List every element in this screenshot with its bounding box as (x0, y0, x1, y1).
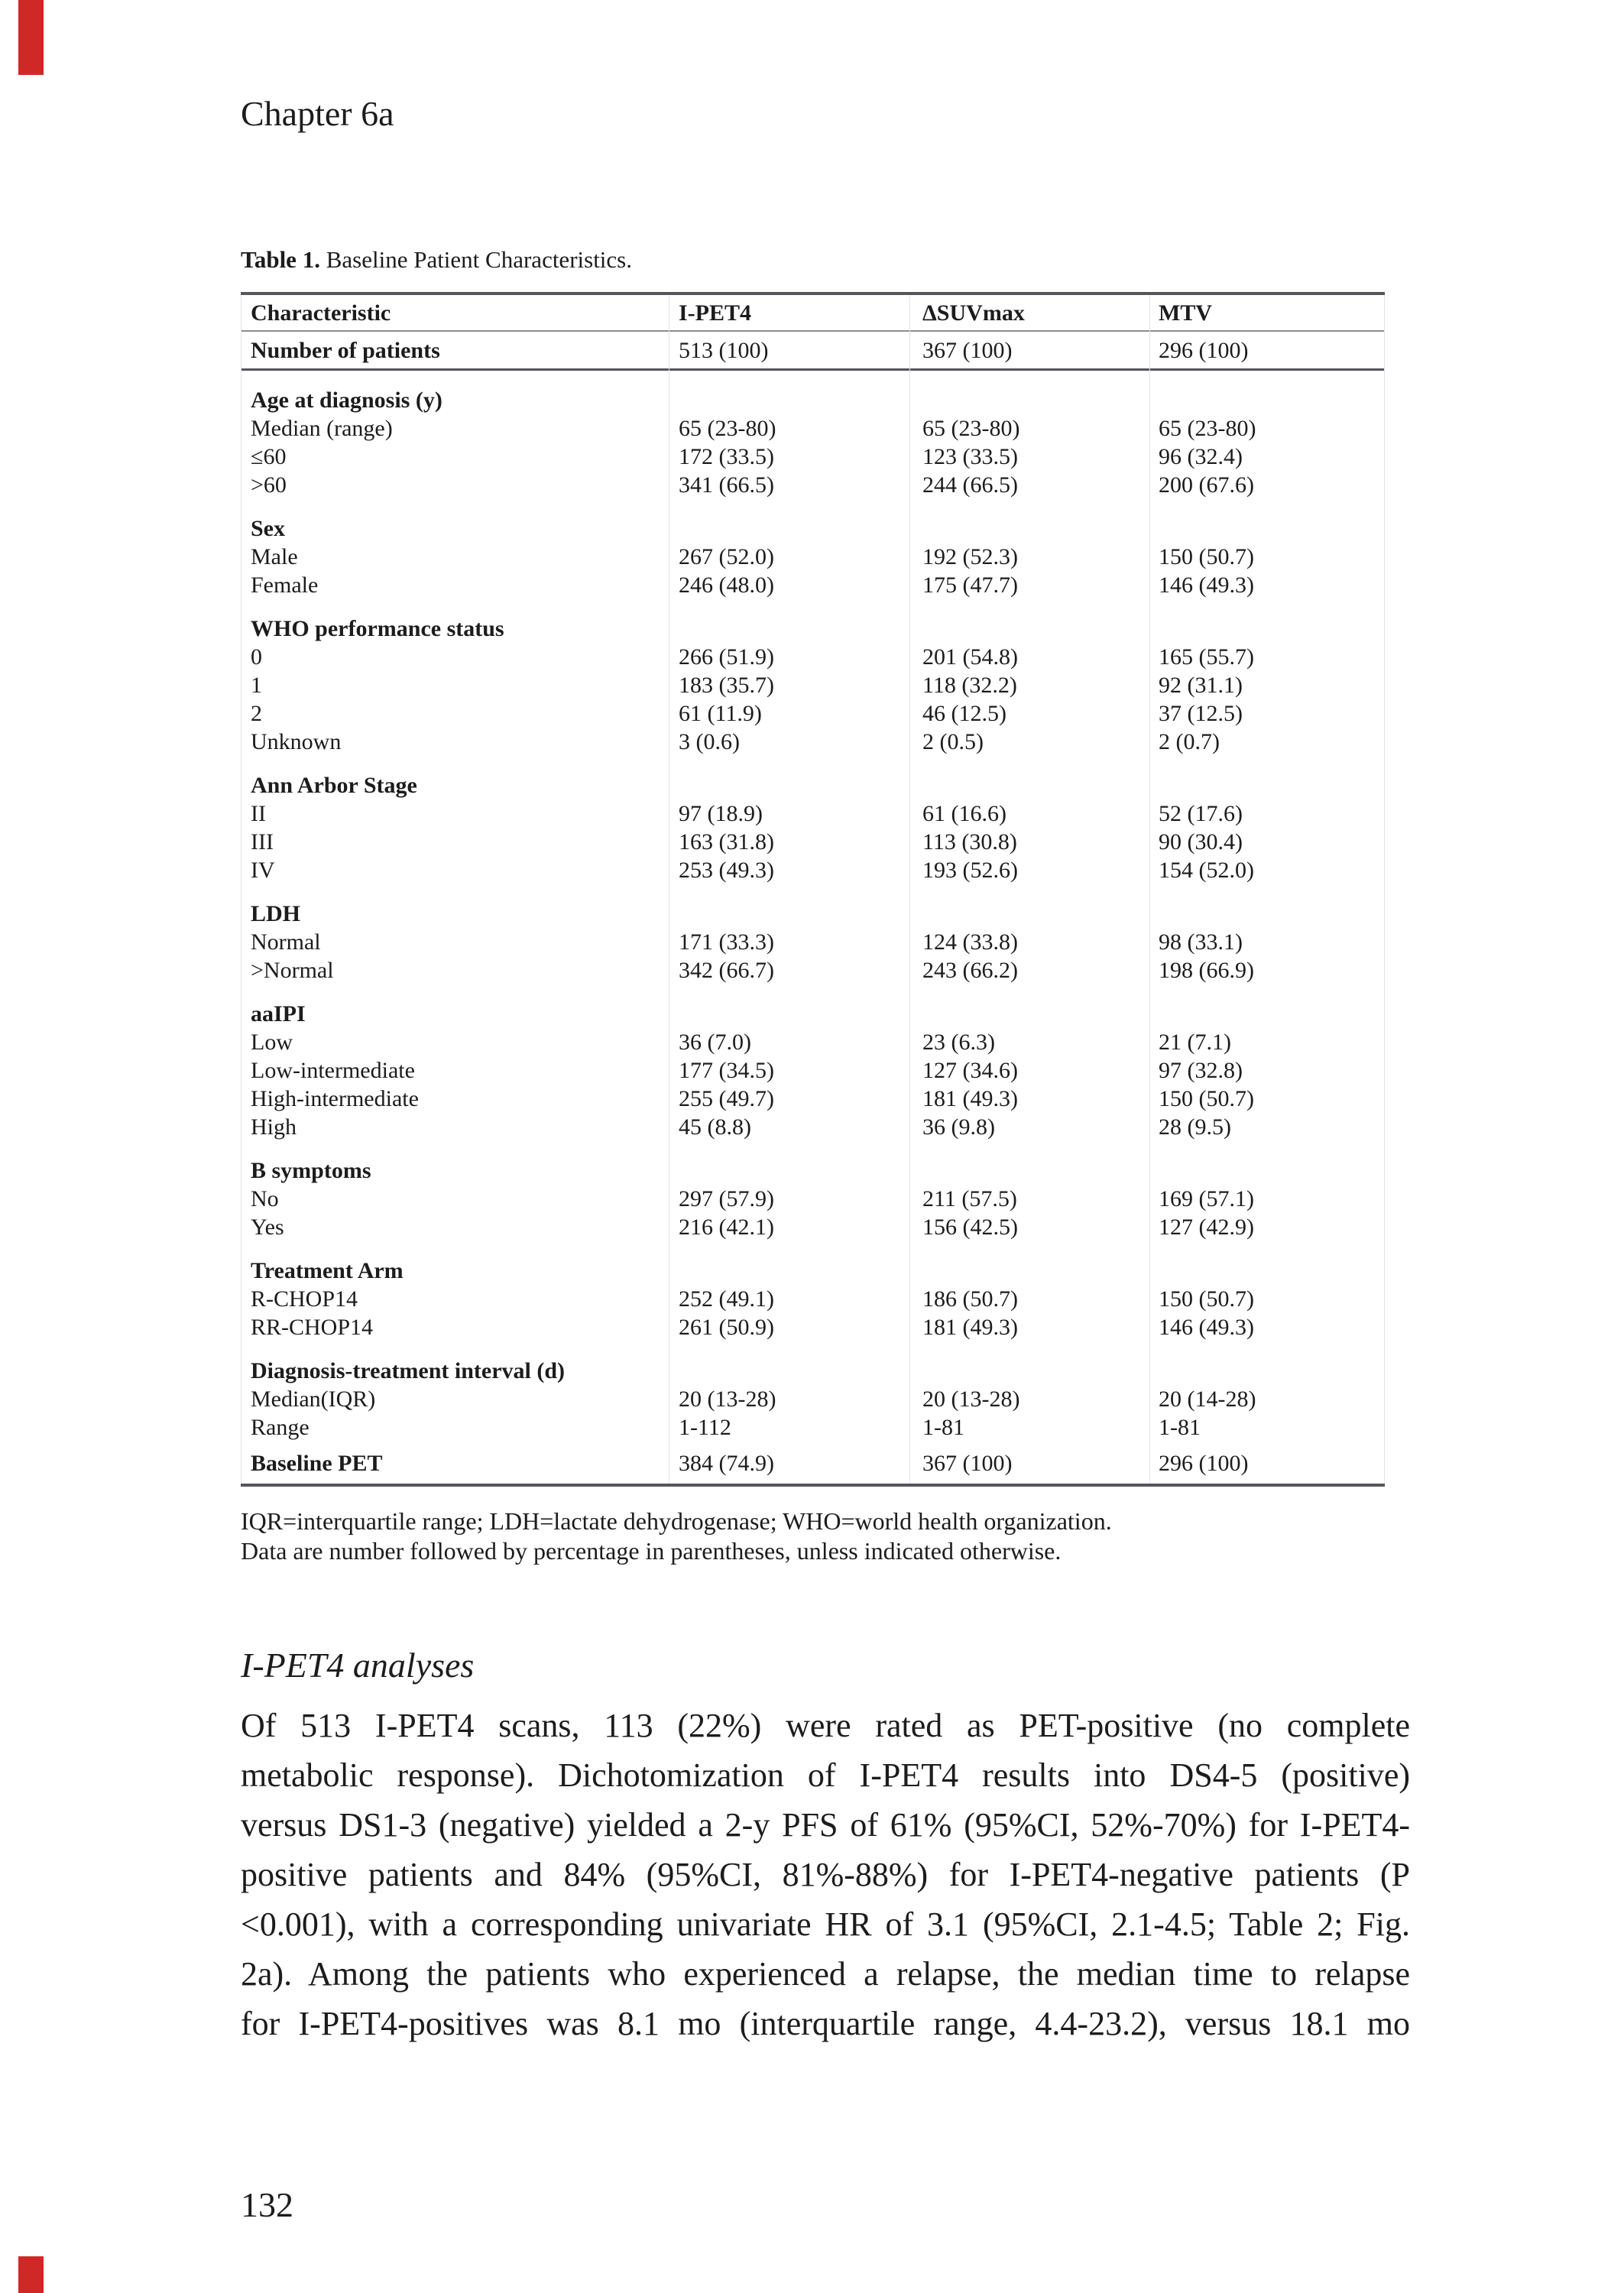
column-separator (909, 295, 910, 1484)
row-value: 65 (23-80) (1159, 416, 1256, 441)
row-value: 198 (66.9) (1159, 958, 1254, 983)
row-label: III (251, 829, 274, 855)
table-row (241, 1413, 1385, 1442)
row-value: 200 (67.6) (1159, 472, 1254, 498)
table-caption-number: Table 1. (241, 246, 320, 273)
row-value (1149, 615, 1385, 643)
row-label: Ann Arbor Stage (251, 773, 417, 798)
table-header-row (241, 295, 1385, 332)
row-label: >60 (251, 472, 287, 498)
table-row (241, 543, 1385, 571)
row-value: 21 (7.1) (1159, 1030, 1231, 1055)
row-value (669, 514, 909, 543)
row-value (669, 1257, 909, 1285)
table-row (241, 1056, 1385, 1085)
row-label: Male (251, 544, 298, 569)
table-caption-text: Baseline Patient Characteristics. (319, 246, 632, 273)
row-value: 193 (52.6) (922, 858, 1018, 883)
row-value: 181 (49.3) (922, 1086, 1018, 1111)
row-value: 181 (49.3) (922, 1315, 1018, 1340)
table-row (241, 856, 1385, 884)
row-value (1149, 386, 1385, 414)
row-value: 123 (33.5) (922, 444, 1018, 469)
row-value: 1-112 (679, 1415, 731, 1440)
row-value (1149, 771, 1385, 799)
row-value: 1-81 (1159, 1415, 1201, 1440)
column-separator (1384, 295, 1385, 1484)
page-number: 132 (241, 2185, 293, 2224)
footnote-abbreviations: IQR=interquartile range; LDH=lactate dehydrogenase; WHO=world health organization. (241, 1507, 1112, 1535)
row-label: Treatment Arm (251, 1258, 404, 1283)
row-label: No (251, 1186, 279, 1211)
row-value (909, 1257, 1149, 1285)
section-label-row (241, 615, 1385, 643)
section-label-row (241, 1000, 1385, 1028)
row-value (909, 1156, 1149, 1185)
row-value: 154 (52.0) (1159, 858, 1254, 883)
section-label-row (241, 771, 1385, 799)
row-value (669, 900, 909, 928)
row-label: Yes (251, 1215, 284, 1240)
row-value: 246 (48.0) (679, 572, 774, 598)
running-head-chapter: Chapter 6a (241, 94, 394, 133)
row-value: 127 (34.6) (922, 1058, 1018, 1083)
row-value (909, 1357, 1149, 1385)
row-value: 267 (52.0) (679, 544, 774, 569)
row-value: 266 (51.9) (679, 644, 774, 670)
row-label: Diagnosis-treatment interval (d) (251, 1358, 566, 1383)
row-value: 124 (33.8) (922, 929, 1018, 955)
number-of-patients-row (241, 332, 1385, 371)
table-row (241, 1313, 1385, 1341)
row-value: 65 (23-80) (922, 416, 1020, 441)
table-row (241, 643, 1385, 671)
row-value: 20 (14-28) (1159, 1387, 1256, 1412)
table-row (241, 728, 1385, 756)
section-label-row (241, 1257, 1385, 1285)
row-value: 253 (49.3) (679, 858, 774, 883)
chapter-edge-tab-bottom (18, 2256, 44, 2293)
row-label: Baseline PET (251, 1451, 383, 1476)
row-value (1149, 514, 1385, 543)
row-value: 46 (12.5) (922, 701, 1006, 726)
row-value: 23 (6.3) (922, 1030, 995, 1055)
row-value: 1-81 (922, 1415, 964, 1440)
row-label: Median (range) (251, 416, 393, 441)
row-value: 96 (32.4) (1159, 444, 1243, 469)
row-value: 211 (57.5) (922, 1186, 1017, 1211)
row-label: Female (251, 572, 319, 598)
table-caption (241, 245, 1410, 275)
row-value (909, 1000, 1149, 1028)
table-footnotes (241, 1507, 1410, 1566)
table-row (241, 443, 1385, 471)
table-row (241, 928, 1385, 956)
row-value (909, 771, 1149, 799)
body-paragraph (241, 1701, 1410, 2048)
row-label: >Normal (251, 958, 334, 983)
row-value: 20 (13-28) (922, 1387, 1020, 1412)
row-label: Sex (251, 516, 285, 541)
row-value: 92 (31.1) (1159, 673, 1243, 698)
row-value (909, 615, 1149, 643)
paragraph-line: for I-PET4-positives was 8.1 mo (interquartile range, 4.4-23.2), versus 18.1 mo (241, 2005, 1410, 2042)
row-value: MTV (1159, 300, 1212, 326)
section-label-row (241, 514, 1385, 543)
row-value: 45 (8.8) (679, 1114, 751, 1140)
row-value: 113 (30.8) (922, 829, 1017, 855)
row-label: 1 (251, 673, 262, 698)
row-label: High-intermediate (251, 1086, 419, 1111)
paragraph-line: positive patients and 84% (95%CI, 81%-88%) for I-PET4-negative patients (P (241, 1856, 1410, 1893)
row-value: 243 (66.2) (922, 958, 1018, 983)
section-label-row (241, 386, 1385, 414)
row-value: 3 (0.6) (679, 729, 740, 754)
row-value: 175 (47.7) (922, 572, 1018, 598)
row-label: Age at diagnosis (y) (251, 388, 442, 413)
row-value: 98 (33.1) (1159, 929, 1243, 955)
row-value (669, 1156, 909, 1185)
row-value (909, 900, 1149, 928)
row-label: aaIPI (251, 1001, 306, 1026)
row-value: 118 (32.2) (922, 673, 1017, 698)
row-value: 90 (30.4) (1159, 829, 1243, 855)
row-value: ΔSUVmax (922, 300, 1025, 326)
row-label: Low (251, 1030, 293, 1055)
table-row (241, 414, 1385, 443)
table-row (241, 1213, 1385, 1241)
table-row (241, 1185, 1385, 1213)
table-row (241, 1113, 1385, 1141)
row-value: 183 (35.7) (679, 673, 774, 698)
row-value: 150 (50.7) (1159, 544, 1254, 569)
row-value: 52 (17.6) (1159, 801, 1243, 826)
row-value (909, 514, 1149, 543)
row-value (669, 771, 909, 799)
row-label: 2 (251, 701, 262, 726)
row-value: 150 (50.7) (1159, 1286, 1254, 1312)
row-value (1149, 1156, 1385, 1185)
table-row (241, 571, 1385, 599)
baseline-pet-row (241, 1449, 1385, 1477)
row-value: 201 (54.8) (922, 644, 1018, 670)
row-value: 261 (50.9) (679, 1315, 774, 1340)
column-separator (1149, 295, 1150, 1484)
footnote-data-note: Data are number followed by percentage in parentheses, unless indicated otherwise. (241, 1537, 1062, 1565)
row-label: Low-intermediate (251, 1058, 415, 1083)
row-value: 255 (49.7) (679, 1086, 774, 1111)
baseline-characteristics-table (241, 292, 1385, 1487)
row-value: 61 (16.6) (922, 801, 1006, 826)
row-value: I-PET4 (679, 300, 752, 326)
row-value (669, 615, 909, 643)
row-value: 28 (9.5) (1159, 1114, 1231, 1140)
row-value: 252 (49.1) (679, 1286, 774, 1312)
row-value: 156 (42.5) (922, 1215, 1018, 1240)
row-value: 97 (18.9) (679, 801, 763, 826)
row-value: 97 (32.8) (1159, 1058, 1243, 1083)
row-value (669, 1000, 909, 1028)
row-value: 296 (100) (1159, 338, 1249, 363)
row-label: B symptoms (251, 1158, 371, 1183)
row-value: 150 (50.7) (1159, 1086, 1254, 1111)
row-value: 36 (9.8) (922, 1114, 995, 1140)
row-value: 297 (57.9) (679, 1186, 774, 1211)
row-label: RR-CHOP14 (251, 1315, 374, 1340)
row-label: Median(IQR) (251, 1387, 376, 1412)
row-label: LDH (251, 901, 301, 926)
row-value: 127 (42.9) (1159, 1215, 1254, 1240)
table-row (241, 1285, 1385, 1313)
row-value (909, 386, 1149, 414)
row-value: 186 (50.7) (922, 1286, 1018, 1312)
row-value: 61 (11.9) (679, 701, 762, 726)
table-row (241, 671, 1385, 699)
table-row (241, 699, 1385, 728)
section-label-row (241, 1156, 1385, 1185)
row-value: 2 (0.5) (922, 729, 984, 754)
row-label: High (251, 1114, 297, 1140)
row-label: Characteristic (251, 300, 391, 326)
row-value: 341 (66.5) (679, 472, 774, 498)
row-value: 244 (66.5) (922, 472, 1018, 498)
row-value: 216 (42.1) (679, 1215, 774, 1240)
page-content (241, 245, 1410, 2048)
row-value: 367 (100) (922, 1451, 1013, 1476)
row-label: Number of patients (251, 338, 440, 363)
table-row (241, 828, 1385, 856)
row-value: 513 (100) (679, 338, 769, 363)
row-value: 146 (49.3) (1159, 1315, 1254, 1340)
row-value: 163 (31.8) (679, 829, 774, 855)
row-value: 367 (100) (922, 338, 1013, 363)
row-value: 384 (74.9) (679, 1451, 774, 1476)
row-value: 65 (23-80) (679, 416, 776, 441)
row-label: Unknown (251, 729, 342, 754)
paragraph-line: metabolic response). Dichotomization of I-PET4 results into DS4-5 (positive) (241, 1756, 1410, 1794)
row-label: IV (251, 858, 275, 883)
paragraph-line: Of 513 I-PET4 scans, 113 (22%) were rated as PET-positive (no complete (241, 1707, 1410, 1744)
row-value (1149, 1357, 1385, 1385)
row-value: 177 (34.5) (679, 1058, 774, 1083)
row-value (1149, 1000, 1385, 1028)
row-label: R-CHOP14 (251, 1286, 358, 1312)
table-row (241, 1085, 1385, 1113)
paragraph-line: <0.001), with a corresponding univariate HR of 3.1 (95%CI, 2.1-4.5; Table 2; Fig. (241, 1905, 1410, 1943)
chapter-edge-tab-top (18, 0, 44, 75)
row-value: 169 (57.1) (1159, 1186, 1254, 1211)
section-heading-ipet4-analyses: I-PET4 analyses (241, 1646, 475, 1685)
table-row (241, 799, 1385, 828)
row-value: 2 (0.7) (1159, 729, 1220, 754)
row-value: 296 (100) (1159, 1451, 1249, 1476)
row-value: 20 (13-28) (679, 1387, 776, 1412)
row-label: WHO performance status (251, 616, 504, 641)
row-label: Normal (251, 929, 321, 955)
row-value: 36 (7.0) (679, 1030, 751, 1055)
row-value: 146 (49.3) (1159, 572, 1254, 598)
row-value (1149, 900, 1385, 928)
section-label-row (241, 900, 1385, 928)
row-label: ≤60 (251, 444, 287, 469)
row-value (669, 386, 909, 414)
row-value (669, 1357, 909, 1385)
table-row (241, 1028, 1385, 1056)
paragraph-line: 2a). Among the patients who experienced a relapse, the median time to relapse (241, 1955, 1410, 1993)
table-row (241, 956, 1385, 984)
row-value: 192 (52.3) (922, 544, 1018, 569)
table-row (241, 1385, 1385, 1413)
row-value: 342 (66.7) (679, 958, 774, 983)
row-value: 37 (12.5) (1159, 701, 1243, 726)
row-value: 171 (33.3) (679, 929, 774, 955)
paragraph-line: versus DS1-3 (negative) yielded a 2-y PFS of 61% (95%CI, 52%-70%) for I-PET4- (241, 1806, 1410, 1844)
row-value: 172 (33.5) (679, 444, 774, 469)
row-label: 0 (251, 644, 262, 670)
table-row (241, 471, 1385, 499)
section-label-row (241, 1357, 1385, 1385)
row-label: Range (251, 1415, 310, 1440)
row-value: 165 (55.7) (1159, 644, 1254, 670)
row-label: II (251, 801, 266, 826)
row-value (1149, 1257, 1385, 1285)
